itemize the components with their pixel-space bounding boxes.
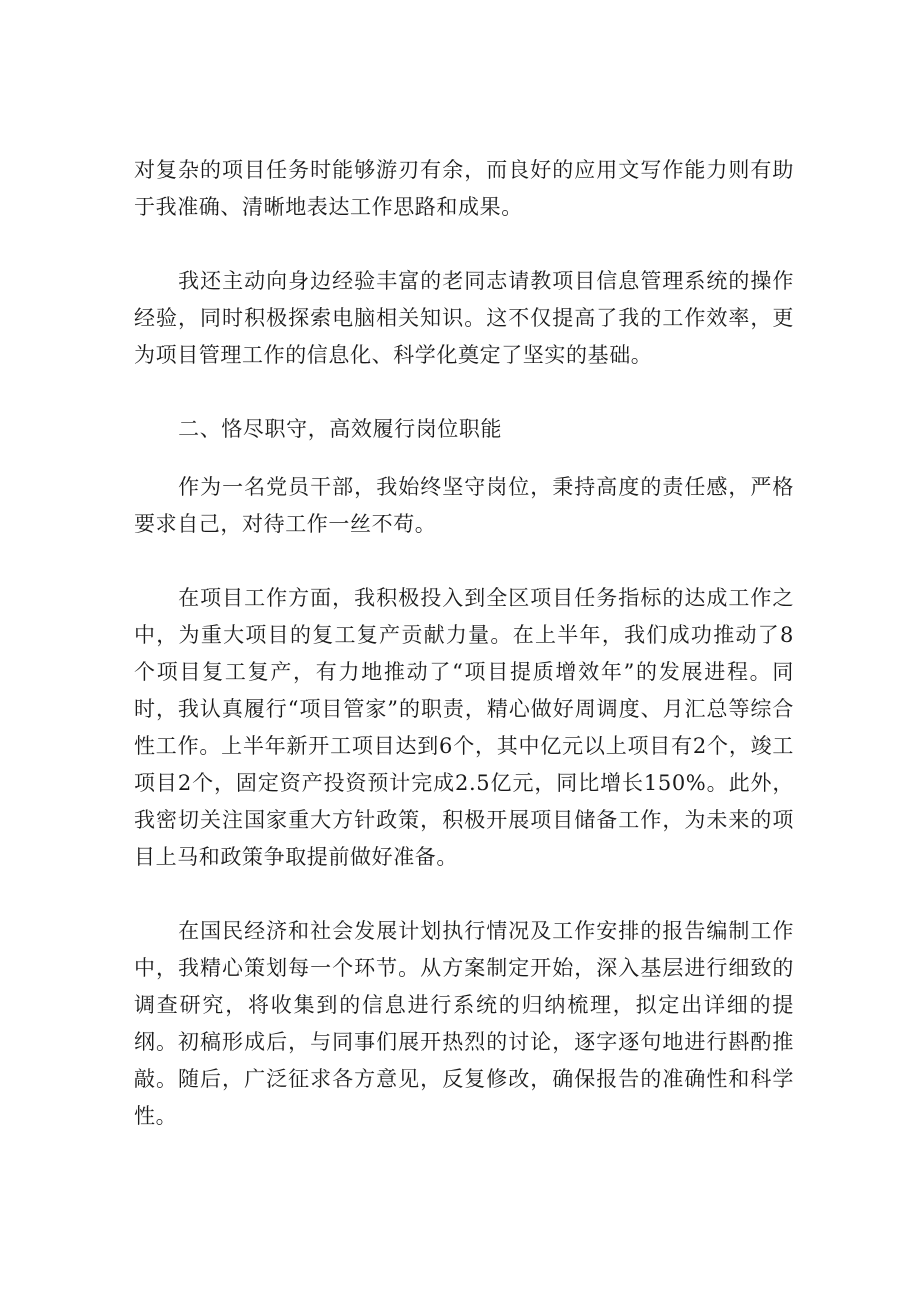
document-body — [134, 152, 794, 1172]
paragraph-project-work: 在项目工作方面，我积极投入到全区项目任务指标的达成工作之中，为重大项目的复工复产贡献力量。在上半年，我们成功推动了8个项目复工复产，有力地推动了“项目提质增效年”的发展进程。同时，我认真履行“项目管家”的职责，精心做好周调度、月汇总等综合性工作。上半年新开工项目达到6个，其中亿元以上项目有2个，竣工项目2个，固定资产投资预计完成2.5亿元，同比增长150%。此外，我密切关注国家重大方针政策，积极开展项目储备工作，为未来的项目上马和政策争取提前做好准备。 — [134, 586, 794, 869]
paragraph-report-compilation: 在国民经济和社会发展计划执行情况及工作安排的报告编制工作中，我精心策划每一个环节。从方案制定开始，深入基层进行细致的调查研究，将收集到的信息进行系统的归纳梳理，拟定出详细的提纲。初稿形成后，与同事们展开热烈的讨论，逐字逐句地进行斟酌推敲。随后，广泛征求各方意见，反复修改，确保报告的准确性和科学性。 — [134, 919, 794, 1128]
paragraph-consulting-colleagues: 我还主动向身边经验丰富的老同志请教项目信息管理系统的操作经验，同时积极探索电脑相关知识。这不仅提高了我的工作效率，更为项目管理工作的信息化、科学化奠定了坚实的基础。 — [134, 269, 794, 367]
paragraph-party-member-duty: 作为一名党员干部，我始终坚守岗位，秉持高度的责任感，严格要求自己，对待工作一丝不苟。 — [134, 475, 794, 536]
section-heading: 二、恪尽职守，高效履行岗位职能 — [178, 417, 503, 441]
paragraph-continuation: 对复杂的项目任务时能够游刃有余，而良好的应用文写作能力则有助于我准确、清晰地表达工作思路和成果。 — [134, 158, 794, 219]
